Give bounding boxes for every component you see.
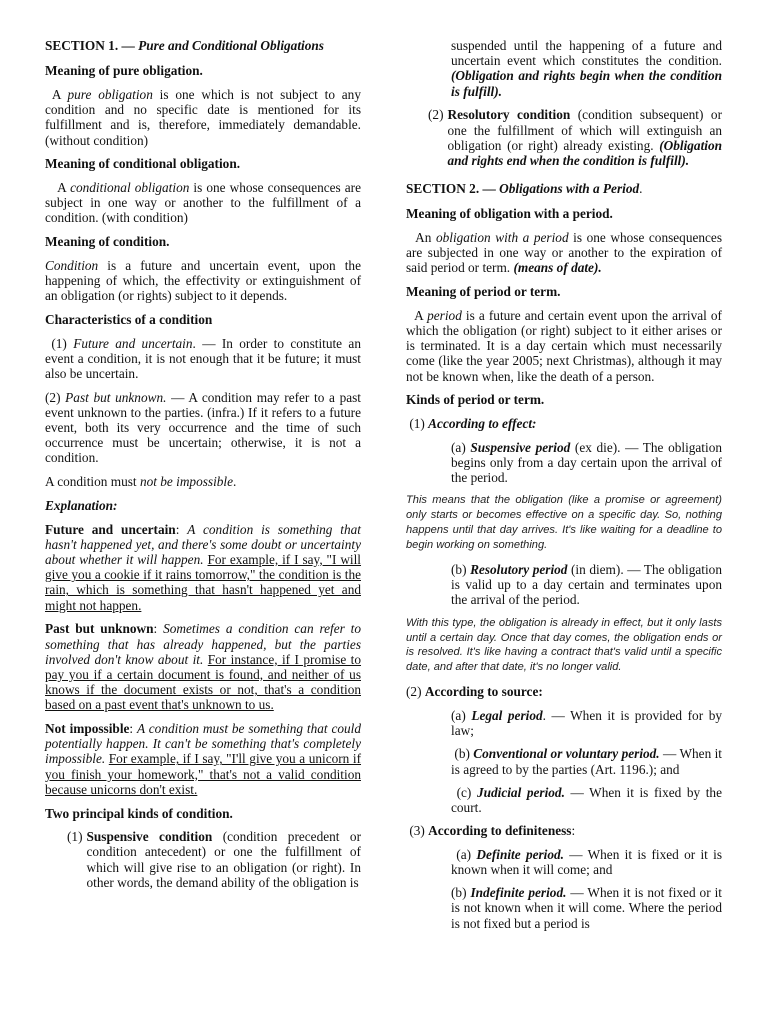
paragraph-condition: Condition is a future and uncertain event, upon the happening of which, the effectivity or extinguishment of an obligation (or rights) subject to it depends. bbox=[45, 257, 361, 304]
legal-period: (a) Legal period. — When it is provided for by law; bbox=[451, 707, 722, 739]
paragraph-pure-obligation: A pure obligation is one which is not subject to any condition and no specific date is mentioned for its fulfillment and is, therefore, immediately demandable. (without condition) bbox=[45, 86, 361, 148]
section-1-label: SECTION 1. — bbox=[45, 38, 139, 53]
explanation-future-uncertain: Future and uncertain: A condition is something that hasn't happened yet, and there's some doubt or uncertainty about whether it will happen. For example, if I say, "I will give you a cookie if it rains tomorrow," the condition is the rain, which is something that hasn't happened yet and might not happen. bbox=[45, 521, 362, 613]
section-1-heading bbox=[45, 38, 361, 53]
according-to-definiteness: (3) According to definiteness: bbox=[409, 823, 576, 839]
conventional-period: (b) Conventional or voluntary period. — When it is agreed to by the parties (Art. 1196.); and bbox=[451, 746, 722, 777]
judicial-period: (c) Judicial period. — When it is fixed by the court. bbox=[451, 784, 722, 815]
heading-explanation: Explanation: bbox=[45, 497, 118, 513]
paragraph-period: A period is a future and certain event upon the arrival of which the obligation (or right) subject to it either arises or is terminated. It is a day certain which must necessarily come (like the year 2005; next Christmas), although it may not be known when, like the death of a person. bbox=[406, 307, 722, 384]
term-pure-obligation: pure obligation bbox=[67, 86, 153, 102]
explanation-not-impossible: Not impossible: A condition must be something that could potentially happen. It can't be something that's completely impossible. For example, if I say, "I'll give you a unicorn if you finish your homework," that's not a valid condition because unicorns don't exist. bbox=[45, 721, 362, 797]
example-cookie-rain: For example, if I say, "I will give you a cookie if it rains tomorrow," the condition is the rain, which is something that hasn't happened yet and might not happen. bbox=[45, 551, 362, 613]
suspensive-condition-continued: suspended until the happening of a future and uncertain event which constitutes the condition. (Obligation and rights begin when the condition is fulfill). bbox=[451, 38, 722, 99]
left-column bbox=[45, 38, 361, 899]
heading-condition: Meaning of condition. bbox=[45, 234, 170, 250]
indefinite-period: (b) Indefinite period. — When it is not fixed or it is not known when it will come. Where the period is not fixed but a period is bbox=[451, 885, 722, 931]
example-document-found: For instance, if I promise to pay you if a certain document is found, and neither of us knows if the document exists or not, that's a condition based on a past event that's unknown to us. bbox=[45, 651, 362, 713]
section-2-label: SECTION 2. — bbox=[406, 181, 500, 197]
heading-period-or-term: Meaning of period or term. bbox=[406, 284, 561, 300]
kind-suspensive-condition: (1) Suspensive condition (condition precedent or condition antecedent) or one the fulfillment of which will give rise to an obligation (or right). In other words, the demand ability of the obligation is bbox=[67, 829, 361, 890]
according-to-source: (2) According to source: bbox=[406, 684, 543, 700]
definite-period: (a) Definite period. — When it is fixed or it is known when it will come; and bbox=[451, 846, 722, 878]
paragraph-conditional-obligation: A conditional obligation is one whose consequences are subject in one way or another to the fulfillment of a condition. (with condition) bbox=[45, 179, 361, 226]
characteristic-future-uncertain: (1) Future and uncertain. — In order to constitute an event a condition, it is not enough that it be future; it must also be uncertain. bbox=[45, 335, 361, 381]
heading-pure-obligation: Meaning of pure obligation. bbox=[45, 63, 203, 79]
heading-obligation-with-period: Meaning of obligation with a period. bbox=[406, 206, 613, 222]
according-to-effect: (1) According to effect: bbox=[409, 416, 537, 432]
suspensive-period: (a) Suspensive period (ex die). — The obligation begins only from a day certain upon the arrival of the period. bbox=[451, 439, 722, 486]
heading-kinds-of-period: Kinds of period or term. bbox=[406, 392, 545, 408]
heading-characteristics: Characteristics of a condition bbox=[45, 311, 213, 327]
note-resolutory-period: With this type, the obligation is already in effect, but it only lasts until a certain day. Once that day comes, the obligation ends or is resolved. It's like having a contract that's valid until a specific date, and after that date, it's no longer valid. bbox=[406, 616, 722, 674]
characteristic-past-unknown: (2) Past but unknown. — A condition may refer to a past event unknown to the parties. (infra.) If it refers to a future event, both its very occurrence and the time of such occurrence must be uncertain; otherwise, it is not a condition. bbox=[45, 389, 361, 466]
section-2-title: Obligations with a Period bbox=[499, 181, 640, 197]
explanation-past-unknown: Past but unknown: Sometimes a condition can refer to something that has already happened, but the parties involved don't know about it. For instance, if I promise to pay you if a certain document is found, and neither of us knows if the document exists or not, that's a condition based on a past event that's unknown to us. bbox=[45, 621, 362, 713]
note-suspensive-period: This means that the obligation (like a promise or agreement) only starts or becomes effective on a specific day. So, nothing happens until that day arrives. It's like waiting for a deadline to begin working on something. bbox=[406, 494, 722, 552]
heading-conditional-obligation: Meaning of conditional obligation. bbox=[45, 156, 241, 172]
kind-resolutory-condition: (2) Resolutory condition (condition subsequent) or one the fulfillment of which will extinguish an obligation (or right) already existing. (Obligation and rights end when the condition is fulfill). bbox=[428, 107, 722, 168]
example-unicorn: For example, if I say, "I'll give you a unicorn if you finish your homework," that's not a valid condition because unicorns don't exist. bbox=[45, 751, 362, 797]
characteristic-not-impossible: A condition must not be impossible. bbox=[45, 474, 237, 490]
right-column bbox=[406, 38, 722, 939]
term-condition: Condition bbox=[45, 257, 99, 273]
heading-two-kinds: Two principal kinds of condition. bbox=[45, 805, 233, 821]
section-2-heading: SECTION 2. — Obligations with a Period. bbox=[406, 181, 643, 197]
resolutory-period: (b) Resolutory period (in diem). — The obligation is valid up to a day certain and terminates upon the arrival of the period. bbox=[451, 562, 722, 608]
term-conditional-obligation: conditional obligation bbox=[70, 179, 190, 195]
paragraph-obligation-with-period: An obligation with a period is one whose consequences are subjected in one way or another to the expiration of said period or term. (means of date). bbox=[406, 230, 723, 276]
section-1-title: Pure and Conditional Obligations bbox=[138, 38, 324, 53]
